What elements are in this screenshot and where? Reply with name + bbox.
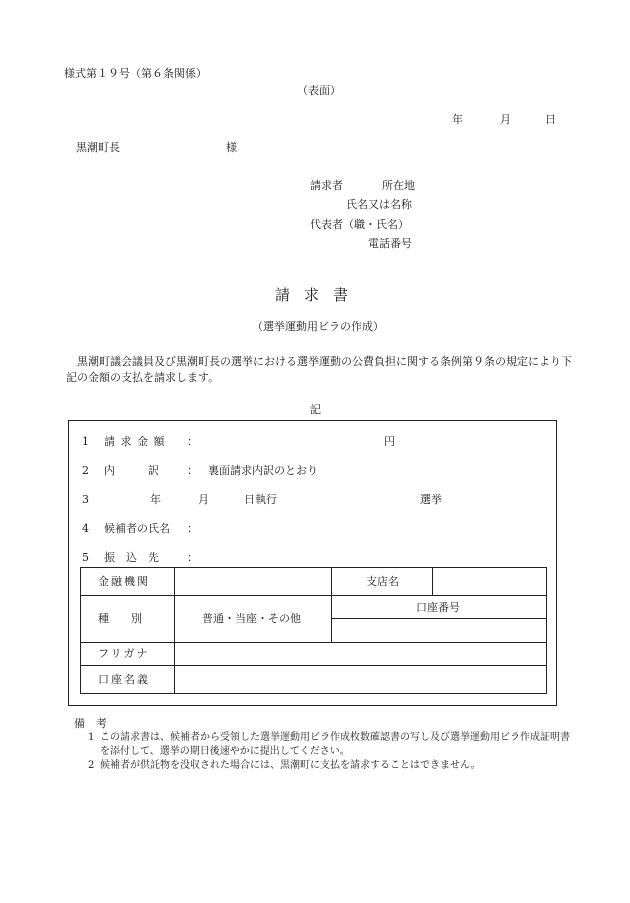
item-candidate-num: 4 (82, 522, 89, 535)
item-election-suffix: 選挙 (420, 493, 442, 506)
account-type-label: 種 別 (98, 612, 142, 625)
bank-table-col-divider-3 (432, 567, 433, 595)
furigana-label: フリガナ (98, 647, 150, 660)
date-day-label: 日 (545, 113, 556, 126)
item-amount-colon: ： (187, 435, 198, 448)
account-number-label: 口座番号 (416, 601, 460, 614)
date-year-label: 年 (452, 113, 463, 126)
requester-address-label: 所在地 (382, 179, 415, 192)
requester-label: 請求者 (310, 179, 343, 192)
item-breakdown-label: 内 訳 (104, 464, 159, 477)
item-amount-unit: 円 (384, 435, 395, 448)
item-election-num: 3 (82, 493, 89, 506)
account-type-value: 普通・当座・その他 (202, 612, 301, 625)
item-election-month: 月 (198, 493, 209, 506)
bank-table-row-divider-3 (80, 665, 547, 666)
item-candidate-label: 候補者の氏名 (104, 522, 170, 535)
item-transfer-num: 5 (82, 551, 89, 564)
bank-table (80, 567, 547, 694)
ki-label: 記 (310, 403, 321, 416)
note-2-text: 候補者が供託物を没収された場合には、黒潮町に支払を請求することはできません。 (100, 760, 481, 771)
item-election-year: 年 (150, 493, 161, 506)
requester-name-label: 氏名又は名称 (346, 198, 412, 211)
note-1-num: 1 (88, 732, 95, 743)
note-2-num: 2 (88, 760, 95, 771)
item-breakdown-value: 裏面請求内訳のとおり (208, 464, 318, 477)
item-breakdown-colon: ： (187, 464, 198, 477)
item-candidate-colon: ： (187, 522, 198, 535)
item-election-day: 日執行 (244, 493, 277, 506)
addressee-honorific: 様 (226, 141, 237, 154)
branch-label: 支店名 (366, 575, 399, 588)
bank-table-row-divider-1 (80, 595, 547, 596)
bank-table-col-divider-2 (331, 567, 332, 642)
bank-table-account-divider (331, 618, 547, 619)
item-breakdown-num: 2 (82, 464, 89, 477)
item-amount-label: 請 求 金 額 (104, 435, 166, 448)
date-month-label: 月 (500, 113, 511, 126)
bank-table-col-divider (174, 567, 175, 694)
item-amount-num: 1 (82, 435, 89, 448)
document-title: 請求書 (275, 286, 363, 304)
item-transfer-colon: ： (187, 551, 198, 564)
document-subtitle: （選挙運動用ビラの作成） (252, 320, 384, 333)
side-label: （表面） (297, 84, 341, 97)
notes-heading: 備 考 (74, 717, 107, 730)
note-1-text: この請求書は、候補者から受領した選挙運動用ビラ作成枚数確認書の写し及び選挙運動用ビラ作成証明書を添付して、選挙の期日後速やかに提出してください。 (100, 732, 570, 757)
requester-phone-label: 電話番号 (368, 237, 412, 250)
item-transfer-label: 振 込 先 (104, 551, 159, 564)
bank-label: 金融機関 (98, 575, 150, 588)
form-number: 様式第１９号（第６条関係） (64, 67, 207, 80)
bank-table-row-divider-2 (80, 642, 547, 643)
requester-rep-label: 代表者（職・氏名） (310, 218, 409, 231)
account-name-label: 口座名義 (98, 673, 150, 686)
body-text: 黒潮町議会議員及び黒潮町長の選挙における選挙運動の公費負担に関する条例第９条の規定により下記の金額の支払を請求します。 (66, 355, 572, 384)
addressee-name: 黒潮町長 (76, 141, 120, 154)
